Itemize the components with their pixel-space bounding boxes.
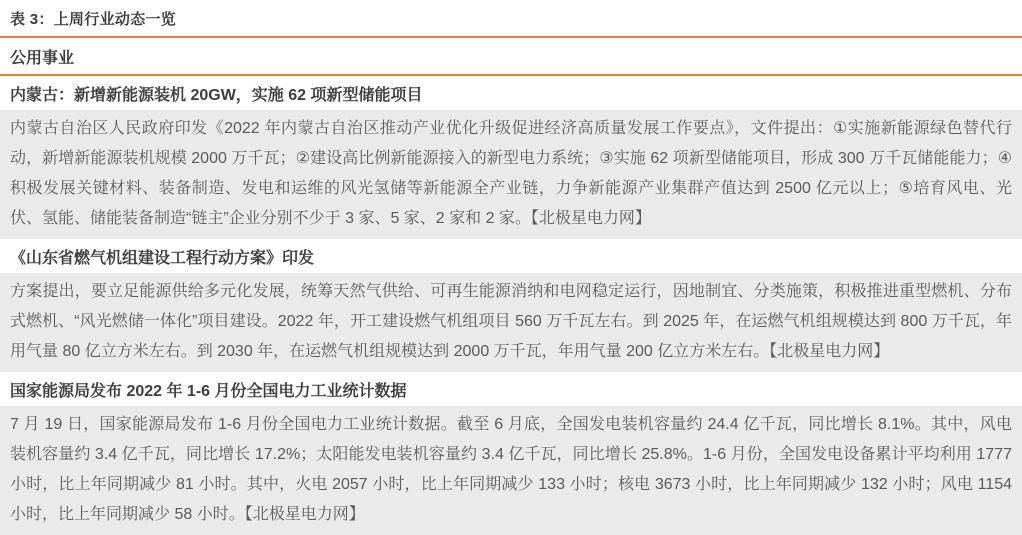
news-entry [0, 239, 1022, 372]
news-entry [0, 372, 1022, 535]
sector-header: 公用事业 [0, 38, 1022, 76]
news-body: 7 月 19 日，国家能源局发布 1-6 月份全国电力工业统计数据。截至 6 月底，全国发电装机容量约 24.4 亿千瓦，同比增长 8.1%。其中，风电装机容量约 3.4 亿千瓦，同比增长 17.2%；太阳能发电装机容量约 3.4 亿千瓦，同比增长 25.8%。1-6 月份，全国发电设备累计平均利用 1777 小时，比上年同期减少 81 小时。其中，火电 2057 小时，比上年同期减少 133 小时；核电 3673 小时，比上年同期减少 132 小时；风电 1154 小时，比上年同期减少 58 小时。【北极星电力网】 [0, 406, 1022, 535]
table-title: 表 3：上周行业动态一览 [0, 0, 1022, 38]
news-entry [0, 76, 1022, 239]
news-headline: 国家能源局发布 2022 年 1-6 月份全国电力工业统计数据 [0, 372, 1022, 406]
news-headline: 内蒙古：新增新能源装机 20GW，实施 62 项新型储能项目 [0, 76, 1022, 110]
news-body: 内蒙古自治区人民政府印发《2022 年内蒙古自治区推动产业优化升级促进经济高质量发展工作要点》，文件提出：①实施新能源绿色替代行动，新增新能源装机规模 2000 万千瓦；②建设高比例新能源接入的新型电力系统；③实施 62 项新型储能项目，形成 300 万千瓦储能能力；④积极发展关键材料、装备制造、发电和运维的风光氢储等新能源全产业链，力争新能源产业集群产值达到 2500 亿元以上；⑤培育风电、光伏、氢能、储能装备制造“链主”企业分别不少于 3 家、5 家、2 家和 2 家。【北极星电力网】 [0, 110, 1022, 239]
news-headline: 《山东省燃气机组建设工程行动方案》印发 [0, 239, 1022, 273]
news-body: 方案提出，要立足能源供给多元化发展，统筹天然气供给、可再生能源消纳和电网稳定运行，因地制宜、分类施策，积极推进重型燃机、分布式燃机、“风光燃储一体化”项目建设。2022 年，开工建设燃气机组项目 560 万千瓦左右。到 2025 年，在运燃气机组规模达到 800 万千瓦，年用气量 80 亿立方米左右。到 2030 年，在运燃气机组规模达到 2000 万千瓦，年用气量 200 亿立方米左右。【北极星电力网】 [0, 273, 1022, 372]
